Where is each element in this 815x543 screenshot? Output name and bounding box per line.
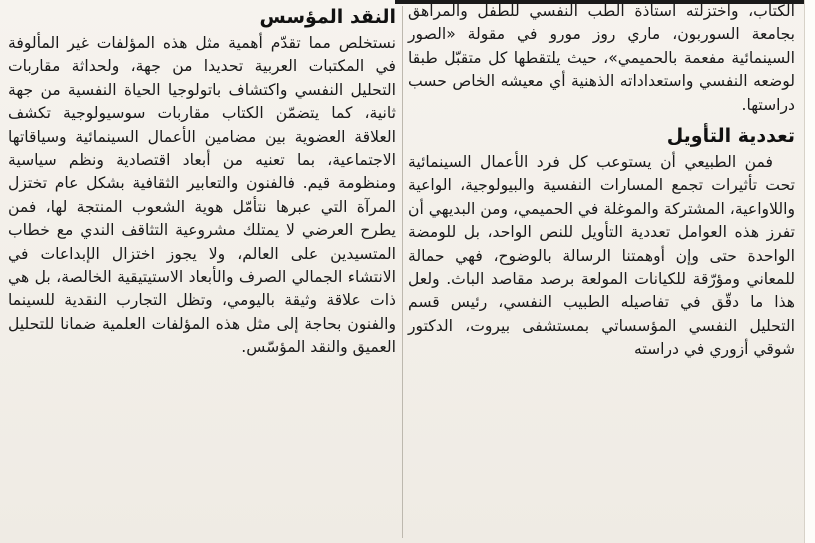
column-divider — [402, 6, 403, 538]
right-column — [408, 0, 795, 362]
page-edge — [804, 0, 815, 543]
section-heading-criticism: النقد المؤسس — [259, 6, 396, 28]
left-column — [8, 0, 396, 360]
right-column-paragraph-1: الكتاب، واختزلته أستاذة الطب النفسي للطفل والمراهق بجامعة السوربون، ماري روز مورو في مقولة «الصور السينمائية مفعمة بالحميمي»، حيث يلتقطها كل متقبّل طبقا لوضعه النفسي واستعداداته الذهنية أي معيشه الخاص حسب دراستها. — [408, 2, 795, 114]
left-column-paragraph-1: نستخلص مما تقدّم أهمية مثل هذه المؤلفات غير المألوفة في المكتبات العربية تحديدا من جهة، ولحداثة مقاربات التحليل النفسي واكتشاف باتولوجيا الحياة النفسية من جهة ثانية، كما يتضمّن الكتاب مقاربات سوسيولوجية تكشف العلاقة العضوية بين مضامين الأعمال السينمائية وسياقاتها الاجتماعية، بما تعنيه من أبعاد اقتصادية ونظم سياسية ومنظومة قيم. فالفنون والتعابير الثقافية بشكل عام تختزل المرآة التي عبرها نتأمّل هوية الشعوب المنتجة لها، فمن يطرح العرضي لا يمتلك مشروعية التثاقف الندي مع خطاب المتسيدين على العالم، ولا يجوز اختزال الإبداعات في الانتشاء الجمالي الصرف والأبعاد الاستيتيقية الخالصة، بل هي ذات علاقة وثيقة باليومي، وتظل التجارب النقدية للسينما والفنون بحاجة إلى مثل هذه المؤلفات العلمية ضمانا للتحليل العميق والنقد المؤسّس. — [8, 34, 396, 357]
right-column-paragraph-2: فمن الطبيعي أن يستوعب كل فرد الأعمال السينمائية تحت تأثيرات تجمع المسارات النفسية والبيولوجية، الواعية واللاواعية، المشتركة والموغلة في الحميمي، ومن البديهي أن تفرز هذه العوامل تعددية التأويل للنص الواحد، بل للومضة الواحدة حتى وإن أوهمتنا الرسالة بالوضوح، فهي حمالة للمعاني ومؤرّقة للكيانات المولعة برصد مقاصد الباث. ولعل هذا ما دقّق في تفاصيله الطبيب النفسي، رئيس قسم التحليل النفسي المؤسساتي بمستشفى بيروت، الدكتور شوقي أزوري في دراسته — [408, 153, 795, 359]
section-heading-interpretation: تعددية التأويل — [666, 125, 795, 148]
